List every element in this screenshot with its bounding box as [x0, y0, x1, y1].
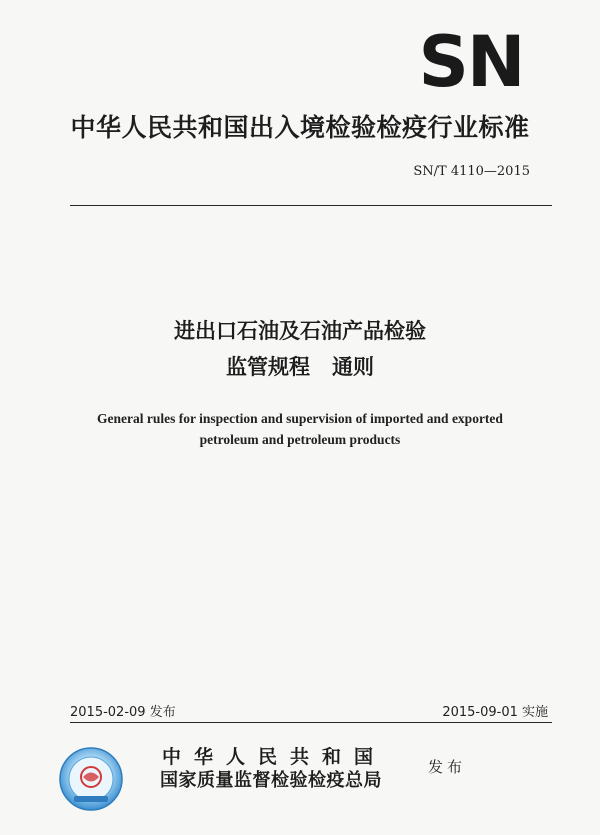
title-en-line2: petroleum and petroleum products: [199, 432, 401, 447]
title-cn-line1: 进出口石油及石油产品检验: [174, 319, 426, 343]
standard-code: SN/T 4110—2015: [413, 164, 530, 179]
issuer-agency: 国家质量监督检验检疫总局: [160, 770, 382, 791]
document-title-cn: [0, 313, 600, 385]
logo-text: SN: [418, 30, 524, 92]
header-divider: [70, 205, 552, 206]
sn-logo: [412, 30, 530, 92]
anti-counterfeit-seal-icon: [58, 746, 124, 812]
title-cn-line2: 监管规程 通则: [226, 355, 374, 379]
standard-category-title: 中华人民共和国出入境检验检疫行业标准: [70, 113, 530, 142]
document-title-en: [40, 408, 560, 450]
issue-date: 2015-02-09 发布: [70, 705, 176, 720]
issuer-country: 中华人民共和国: [162, 746, 387, 768]
title-en-line1: General rules for inspection and supervision of imported and exported: [97, 411, 503, 426]
footer-divider: [70, 722, 552, 723]
publish-label: 发布: [428, 758, 467, 776]
implementation-date: 2015-09-01 实施: [442, 705, 548, 720]
sn-logo-graphic: [412, 30, 530, 92]
